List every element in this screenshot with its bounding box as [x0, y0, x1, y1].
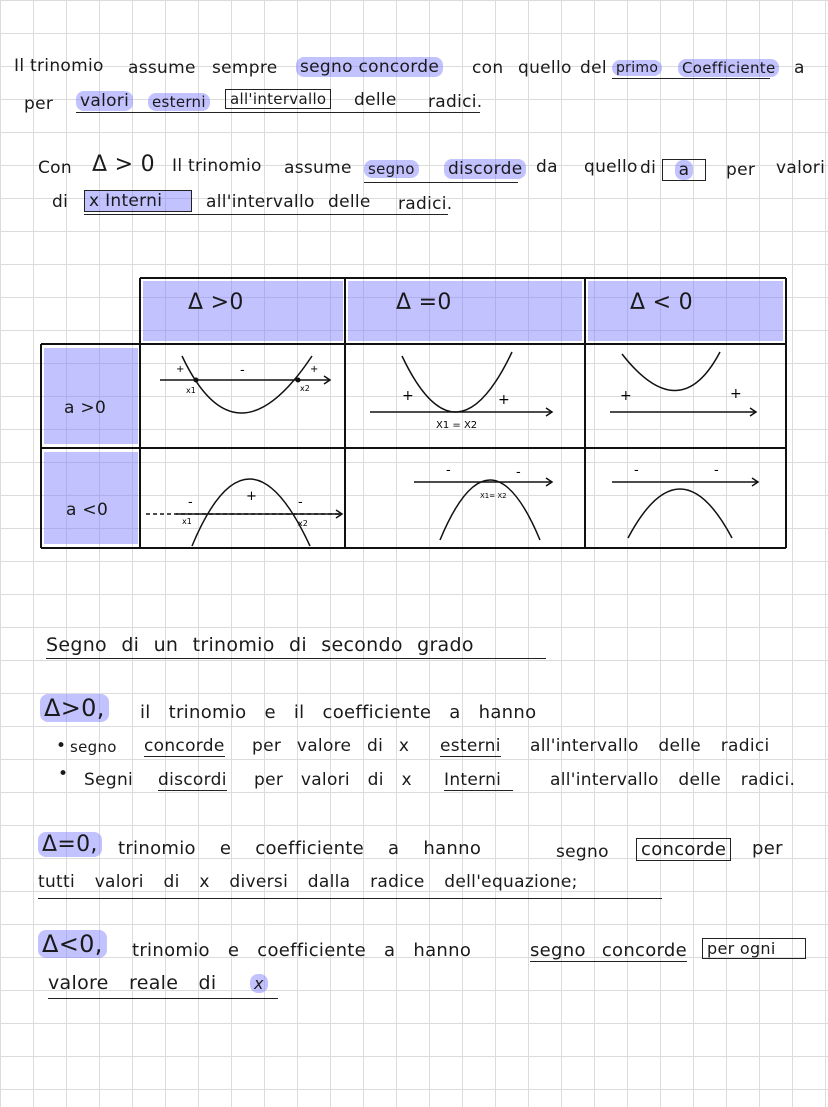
r1c2-roots: X1 = X2	[436, 420, 478, 431]
p1-b1-segno: segno	[70, 738, 117, 756]
intro-line4-w3: delle	[328, 192, 371, 212]
p3-underline	[48, 998, 278, 999]
p1-b2-per-valori: per valori di x	[254, 770, 412, 790]
intro-line1-w1: Il trinomio	[14, 56, 104, 76]
intro-line1-w5: quello	[518, 58, 572, 78]
p3-line2: valore reale di	[48, 972, 217, 994]
r1c2-plus-left: +	[402, 388, 414, 404]
intro-line4-w4: radici.	[398, 194, 453, 214]
intro-line3-w8: valori	[776, 158, 826, 178]
intro-highlight-valori: valori	[76, 91, 133, 111]
intro-highlight-esterni: esterni	[148, 93, 210, 111]
p1-bullet-1: •	[56, 736, 67, 756]
intro-highlight-discorde: discorde	[444, 159, 526, 179]
p2-cond-delta-zero: Δ=0,	[38, 832, 102, 857]
p2-underline	[38, 898, 662, 899]
intro-highlight-segno-concorde: segno concorde	[296, 57, 443, 77]
r1c1-plus-right: +	[310, 364, 319, 375]
intro-line4-w2: all'intervallo	[206, 192, 315, 212]
p2-text: trinomio e coefficiente a hanno	[118, 838, 482, 859]
r1c2-plus-right: +	[498, 392, 510, 408]
intro-line1-w3: sempre	[212, 58, 278, 78]
intro-highlight-primo: primo	[612, 60, 662, 76]
row-header-a-neg: a <0	[66, 500, 109, 520]
r2c3-minus-left: -	[634, 463, 639, 478]
r2c2-minus-right: -	[516, 465, 521, 480]
root-dot-x1	[194, 378, 199, 383]
intro-box-intervallo: all'intervallo	[225, 89, 331, 109]
p2-line2: tutti valori di x diversi dalla radice dell'equazione;	[38, 872, 578, 892]
intro-line1-w6: del	[580, 58, 607, 78]
intro-line2-w1: per	[24, 94, 54, 114]
intro-line3-w7: per	[726, 160, 756, 180]
intro-line1-w2: assume	[128, 58, 196, 78]
r1c1-root2: x2	[300, 384, 310, 393]
p1-cond-delta-pos: Δ>0,	[40, 694, 109, 722]
col-header-delta-neg: Δ < 0	[630, 290, 693, 315]
p3-x-highlight: x	[250, 974, 268, 993]
r2c2-minus-left: -	[446, 463, 451, 478]
intro-line2-w2: delle	[354, 90, 397, 110]
graph-r2c3	[612, 478, 758, 538]
p2-segno: segno	[556, 842, 609, 862]
root-dot-x2	[296, 378, 301, 383]
r2c1-plus-mid: +	[246, 489, 257, 504]
intro-line2-w3: radici.	[428, 92, 483, 112]
intro-line3-w1: Con	[38, 158, 72, 178]
intro-highlight-segno: segno	[364, 160, 419, 178]
p3-box-per-ogni: per ogni	[702, 938, 806, 959]
p3-cond-delta-neg: Δ<0,	[38, 930, 107, 958]
p2-per: per	[752, 838, 783, 859]
graph-r1c3	[610, 352, 756, 416]
section-title-underline	[46, 658, 546, 659]
intro-highlight-coefficiente: Coefficiente	[678, 59, 779, 77]
r2c1-root2: x2	[298, 519, 308, 528]
p1-b2-discordi: discordi	[158, 770, 227, 790]
r2c1-minus-left: -	[188, 495, 193, 510]
intro-line1-w7: a	[794, 58, 805, 78]
r1c3-plus-left: +	[620, 388, 632, 404]
intro-line3-w2: Il trinomio	[172, 156, 262, 176]
intro-box-x-interni: x Interni	[84, 190, 192, 212]
p3-text: trinomio e coefficiente a hanno	[132, 940, 472, 961]
r2c1-minus-right: -	[298, 495, 303, 510]
p1-b1-intervallo: all'intervallo delle radici	[530, 736, 770, 756]
intro-line3-w5: quello	[584, 157, 638, 177]
r1c3-plus-right: +	[730, 386, 742, 402]
section-title: Segno di un trinomio di secondo grado	[46, 634, 474, 656]
p1-b1-esterni: esterni	[440, 736, 501, 756]
p1-b2-intervallo: all'intervallo delle radici.	[550, 770, 796, 790]
p1-b1-concorde: concorde	[144, 736, 225, 756]
p1-bullet-2: •	[58, 764, 69, 784]
p3-segno-concorde: segno concorde	[530, 940, 688, 961]
intro-line3-w6: di	[640, 158, 657, 178]
col-header-delta-pos: Δ >0	[188, 290, 244, 315]
r1c1-root1: x1	[186, 386, 196, 395]
intro-line4-w1: di	[52, 192, 69, 212]
graph-r2c1	[146, 479, 342, 546]
intro-line3-w3: assume	[284, 158, 352, 178]
row-header-a-pos: a >0	[64, 398, 107, 418]
intro-line1-w4: con	[472, 58, 504, 78]
intro-line3-w4: da	[536, 157, 558, 177]
graph-r2c2	[414, 478, 552, 540]
p1-text: il trinomio e il coefficiente a hanno	[140, 702, 537, 723]
col-header-delta-zero: Δ =0	[396, 290, 452, 315]
r2c1-root1: x1	[182, 517, 192, 526]
p1-b1-per-valore: per valore di x	[252, 736, 410, 756]
p2-box-concorde: concorde	[636, 838, 731, 861]
r1c1-minus-mid: -	[240, 363, 245, 378]
r1c1-plus-left: +	[176, 364, 185, 375]
p1-b2-segni: Segni	[84, 770, 134, 790]
intro-box-a-highlight: a	[675, 160, 694, 180]
r2c2-roots: X1= X2	[480, 492, 507, 500]
graph-r1c2	[370, 352, 552, 416]
intro-line3-cond: Δ > 0	[92, 152, 155, 177]
r2c3-minus-right: -	[714, 463, 719, 478]
p1-b2-interni: Interni	[444, 770, 513, 791]
